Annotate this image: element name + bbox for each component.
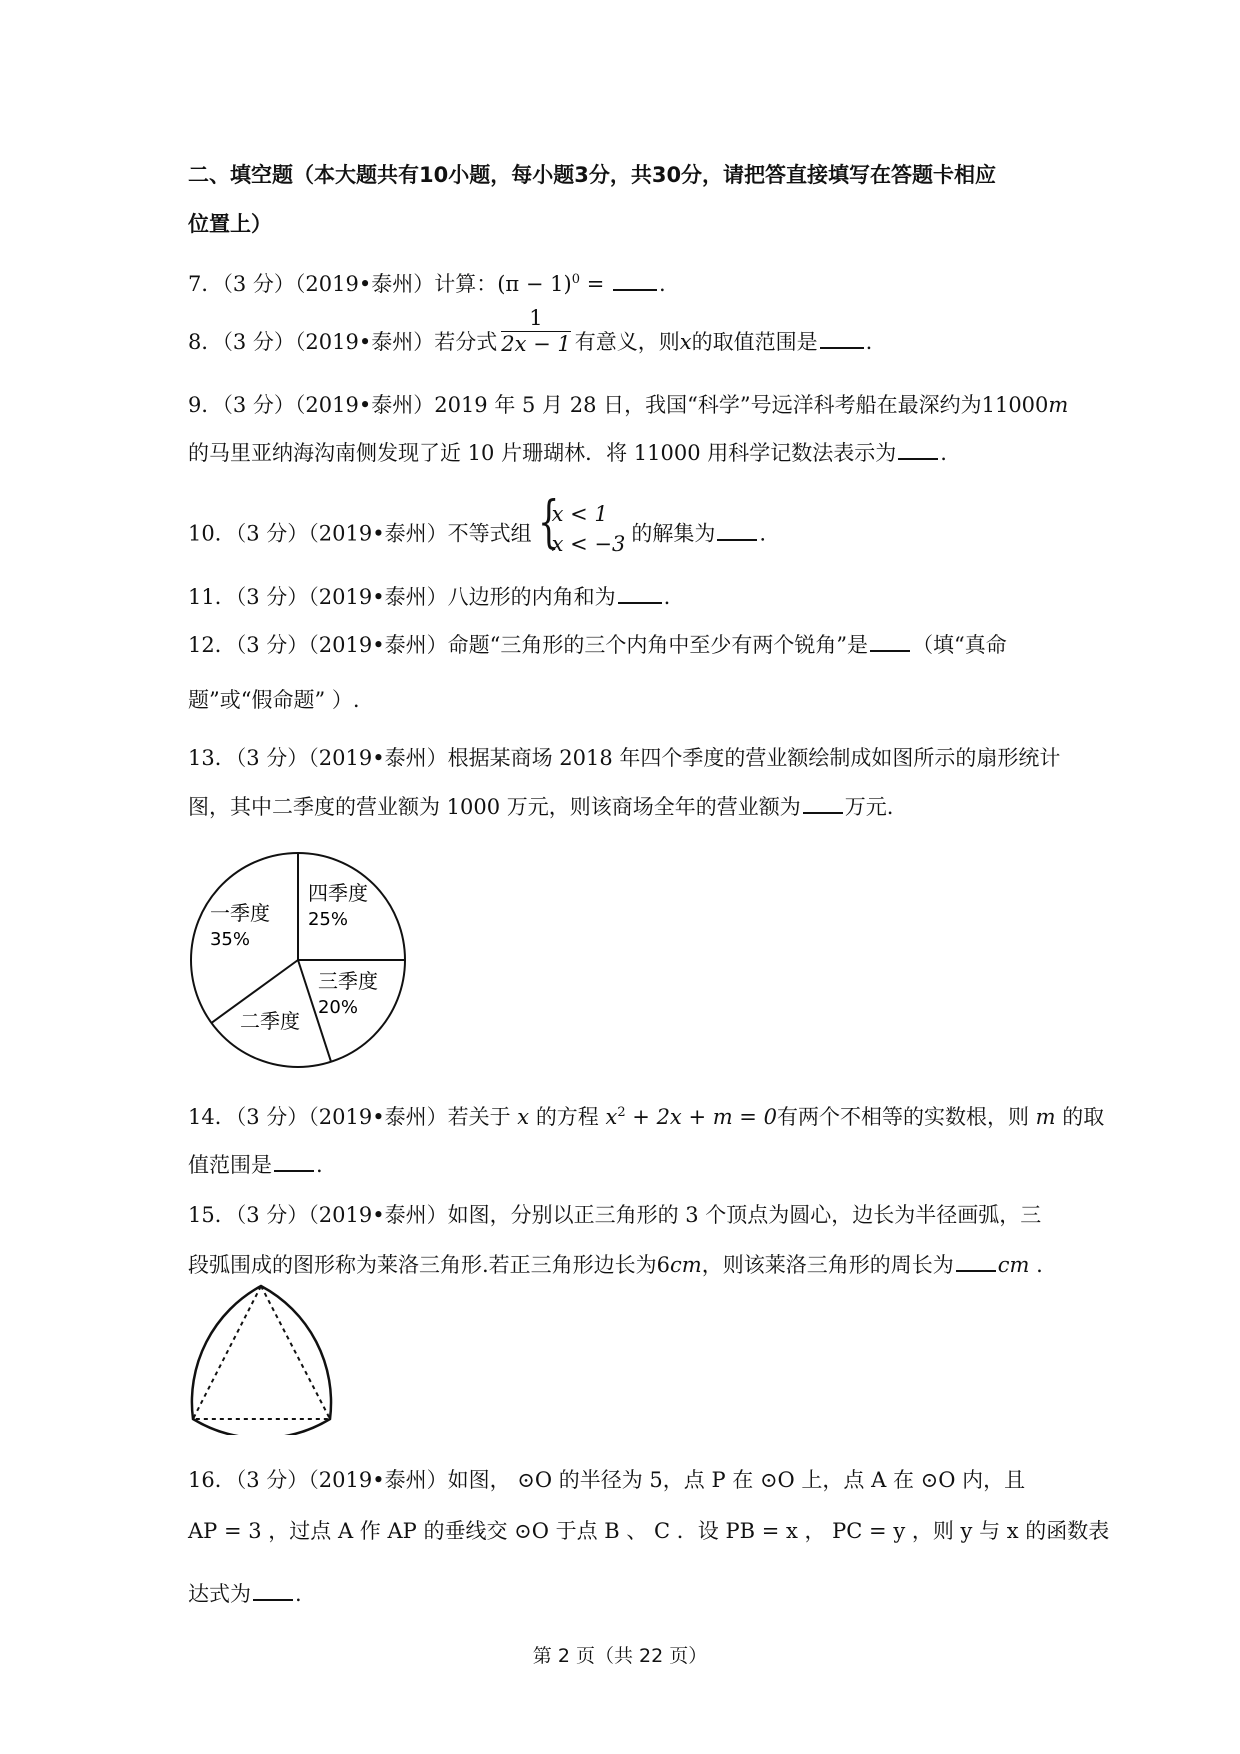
reuleaux-triangle-figure [185,1280,345,1435]
q15-unit1: cm [670,1253,702,1277]
question-16-line3 [188,1584,302,1605]
q13-answer-blank[interactable] [803,812,843,814]
q8-numerator: 1 [501,308,571,332]
pie-slice-label: 二季度 [240,1009,300,1033]
question-8 [188,306,873,367]
q8-answer-blank[interactable] [820,347,864,349]
q10-row1: x < 1 [551,502,608,526]
q7-exponent: 0 [571,272,581,287]
q16-answer-blank[interactable] [253,1599,293,1601]
pie-slice-percent: 25% [307,909,349,930]
q14-eq-exp: 2 [617,1105,626,1120]
pie-slice-label: 三季度 [318,969,378,993]
q9-line1: 9．（3 分）（2019•泰州）2019 年 5 月 28 日，我国“科学”号远洋科考船在最深约为11000 [188,393,1049,417]
q10-brace: { [537,490,559,555]
q11-text: 11．（3 分）（2019•泰州）八边形的内角和为 [188,585,616,609]
question-9-line2 [188,443,947,464]
q15-answer-blank[interactable] [956,1270,996,1272]
q14-line1-b: 的方程 [535,1105,599,1129]
q11-answer-blank[interactable] [618,602,662,604]
q10-answer-blank[interactable] [717,539,757,541]
q7-end: . [658,272,666,296]
q14-line2: 值范围是 [188,1153,272,1177]
q12-line1: 12．（3 分）（2019•泰州）命题“三角形的三个内角中至少有两个锐角”是 [188,633,869,657]
pie-chart [190,835,450,1085]
q7-expr: (π − 1) [497,272,572,296]
q8-mid: 有意义，则 [574,330,680,354]
question-13-line2 [188,797,893,818]
q10-inequality-system [537,490,626,559]
q14-line1-a: 14．（3 分）（2019•泰州）若关于 [188,1105,511,1129]
q10-suffix: 的解集为 [631,521,716,546]
q9-answer-blank[interactable] [898,458,938,460]
q15-line2-prefix: 段弧围成的图形称为莱洛三角形.若正三角形边长为6 [188,1253,671,1277]
q7-prefix: 7．（3 分）（2019•泰州）计算： [188,272,498,296]
question-16-line1: 16．（3 分）（2019•泰州）如图， ⊙O 的半径为 5，点 P 在 ⊙O 上，点 A 在 ⊙O 内，且 [188,1468,1026,1492]
q15-line2-mid: ，则该莱洛三角形的周长为 [701,1253,954,1277]
question-16-line2: AP = 3 ，过点 A 作 AP 的垂线交 ⊙O 于点 B 、 C ．设 PB = x ， PC = y ，则 y 与 x 的函数表 [188,1519,1110,1543]
q14-answer-blank[interactable] [274,1170,314,1172]
q7-eq: = [580,272,611,296]
pie-labels [210,881,378,1033]
question-12-line2: 题”或“假命题” ）. [188,688,360,712]
q16-end: . [295,1582,302,1606]
inner-triangle [193,1286,330,1419]
q8-var: x [679,330,692,354]
q14-eq-rest: + 2x + m = 0 [625,1105,777,1129]
q13-line2-suffix: 万元. [844,795,894,819]
section-header-line1: 二、填空题（本大题共有10小题，每小题3分，共30分，请把答直接填写在答题卡相应 [188,163,997,187]
question-10 [188,490,767,565]
question-14-line2 [188,1155,323,1176]
pie-slice-percent: 20% [317,997,359,1018]
q9-end: . [940,441,947,465]
q15-unit2: cm [997,1253,1030,1277]
pie-slice-percent: 35% [209,929,251,950]
q10-prefix: 10．（3 分）（2019•泰州）不等式组 [188,521,532,546]
page-footer: 第 2 页（共 22 页） [532,1645,708,1667]
q16-line3: 达式为 [188,1582,251,1606]
section-header-line2: 位置上） [188,212,272,236]
question-15-line1: 15．（3 分）（2019•泰州）如图，分别以正三角形的 3 个顶点为圆心，边长为半径画弧，三 [188,1203,1042,1227]
pie-slice-label: 一季度 [210,901,270,925]
question-13-line1: 13．（3 分）（2019•泰州）根据某商场 2018 年四个季度的营业额绘制成如图所示的扇形统计 [188,746,1061,770]
q14-eq-x: x [605,1105,618,1129]
reuleaux-outline [192,1286,331,1435]
q8-denominator: 2x − 1 [501,332,571,356]
q11-end: . [663,585,671,609]
q8-fraction [501,308,571,355]
q14-line1-d: 的取 [1062,1105,1105,1129]
q14-var-x: x [517,1105,530,1129]
question-14-line1 [188,1106,1104,1128]
question-11 [188,587,670,608]
q10-end: . [759,521,767,546]
question-9-line1 [188,395,1068,416]
q10-row2: x < −3 [551,532,626,556]
q8-end: . [865,330,873,354]
q9-line2: 的马里亚纳海沟南侧发现了近 10 片珊瑚林．将 11000 用科学记数法表示为 [188,441,897,465]
q14-line1-c: 有两个不相等的实数根，则 [776,1105,1029,1129]
q9-unit: m [1048,393,1069,417]
q13-line2-prefix: 图，其中二季度的营业额为 1000 万元，则该商场全年的营业额为 [188,795,801,819]
q15-end: . [1036,1253,1043,1277]
pie-slice-label: 四季度 [308,881,368,905]
q14-var-m: m [1035,1105,1056,1129]
q7-answer-blank[interactable] [613,289,657,291]
question-7 [188,273,666,295]
question-15-line2 [188,1255,1043,1276]
q8-prefix: 8．（3 分）（2019•泰州）若分式 [188,330,498,354]
q12-line1-tail: （填“真命 [912,633,1007,657]
question-12-line1 [188,635,1007,656]
pie-slices [191,853,405,1067]
q8-suffix: 的取值范围是 [691,330,818,354]
q12-answer-blank[interactable] [870,650,910,652]
q14-end: . [316,1153,323,1177]
